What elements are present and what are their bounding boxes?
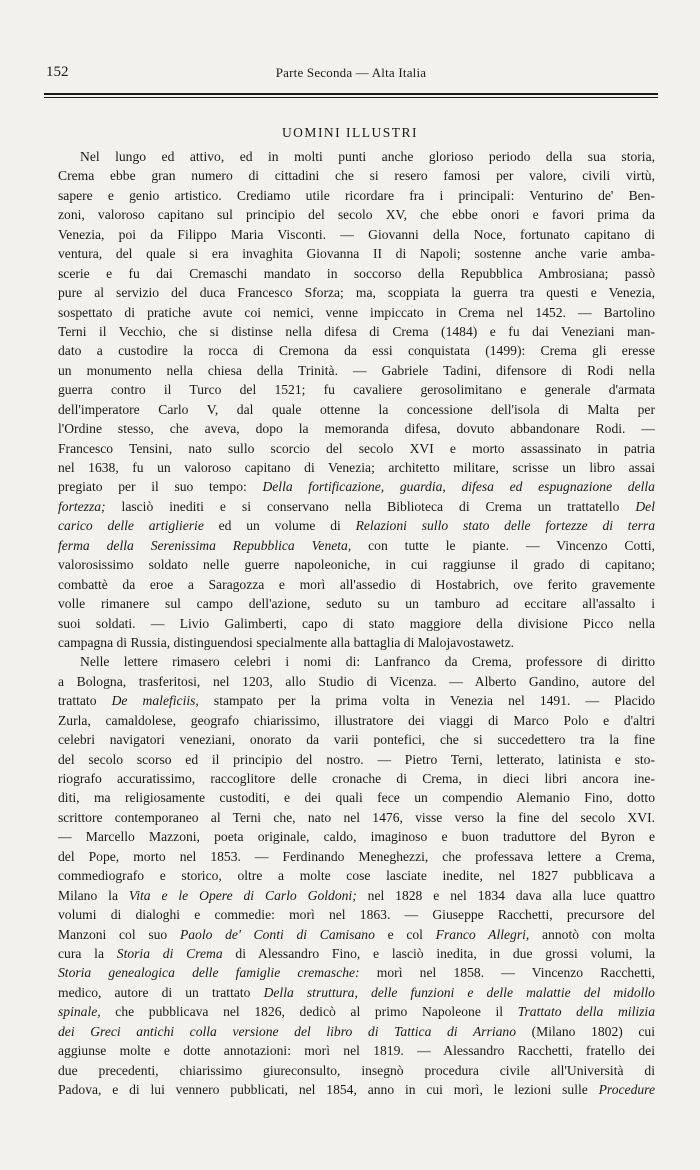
italic-title: Vita e le Opere di Carlo Goldoni; <box>128 887 357 903</box>
italic-title: Franco Allegri, <box>435 926 530 942</box>
text-line: riografo accuratissimo, raccoglitore delle cronache di Crema, in dieci libri ancora ine- <box>58 771 655 786</box>
italic-title: Relazioni sullo stato delle fortezze di terra <box>355 518 655 534</box>
text-line <box>58 497 655 516</box>
text-run: ed un volume di <box>203 518 356 534</box>
text-line: un monumento nella chiesa della Trinità. — Gabriele Tadini, difensore di Rodi nella <box>58 362 655 378</box>
text-line: l'Ordine stesso, che aveva, dopo la memoranda difesa, dovuto abbandonare Rodi. — <box>58 421 655 437</box>
text-run: cura la <box>58 945 117 961</box>
running-title: Parte Seconda — Alta Italia <box>275 65 427 80</box>
text-line: Terni il Vecchio, che si distinse nella difesa di Crema (1484) e fu dai Veneziani man- <box>58 323 655 339</box>
text-line: del Pope, morto nel 1853. — Ferdinando Meneghezzi, che professava lettere a Crema, <box>58 848 655 864</box>
text-line: aggiunse molte e dotte annotazioni: morì nel 1819. — Alessandro Racchetti, fratello dei <box>58 1043 655 1059</box>
text-line: volle rimanere sul campo dell'azione, seduto su un tamburo ad eccitare all'assalto i <box>58 596 655 612</box>
text-line: Crema ebbe gran numero di cittadini che si resero famosi per valore, civili virtù, <box>58 168 655 184</box>
text-line: volumi di dialoghi e commedie: morì nel 1863. — Giuseppe Racchetti, precursore del <box>58 907 655 923</box>
text-line: pure al servizio del duca Francesco Sforza; ma, scoppiata la guerra tra questi e Venezia, <box>58 285 655 301</box>
text-run: pregiato per il suo tempo: <box>58 479 263 495</box>
text-run: Padova, e di lui vennero pubblicati, nel 1854, anno in cui morì, le lezioni sulle <box>58 1082 599 1097</box>
italic-title: ferma della Serenissima Repubblica Veneta, <box>58 537 352 553</box>
text-line: diti, ma religiosamente custoditi, e dei quali fece un compendio Alemanio Fino, dotto <box>58 790 655 806</box>
text-line: valorosissimo soldato nelle guerre napoleoniche, in cui raggiunse il grado di capitano; <box>58 557 655 573</box>
text-line: suoi soldati. — Livio Galimberti, capo di stato maggiore della divisione Picco nella <box>58 615 655 631</box>
text-run: lasciò inediti e si conservano nella Biblioteca di Crema un trattatello <box>105 498 636 514</box>
text-run: stampato per la prima volta in Venezia nel 1491. — Placido <box>198 693 655 709</box>
page-number: 152 <box>46 64 69 80</box>
italic-title: carico delle artiglierie <box>58 518 204 534</box>
text-line: Nel lungo ed attivo, ed in molti punti anche glorioso periodo della sua storia, <box>80 149 655 164</box>
italic-title: Del <box>635 498 655 514</box>
italic-title: Trattato della milizia <box>517 1004 655 1020</box>
italic-title: Storia di Crema <box>116 945 223 961</box>
italic-title: De maleficiis, <box>111 693 199 709</box>
text-line: — Marcello Mazzoni, poeta originale, caldo, imaginoso e buon traduttore del Byron e <box>58 829 655 845</box>
text-line: a Bologna, trasferitosi, nel 1203, allo Studio di Vicenza. — Alberto Gandino, autore del <box>58 673 655 689</box>
text-run: nel 1828 e nel 1834 dava alla luce quattro <box>356 887 655 903</box>
text-line <box>58 1080 655 1099</box>
text-run: Manzoni col suo <box>58 926 180 942</box>
text-line: Nelle lettere rimasero celebri i nomi di: Lanfranco da Crema, professore di diritto <box>80 654 655 670</box>
text-line <box>58 1022 655 1041</box>
text-line: dell'imperatore Carlo V, dal quale ottenne la concessione dell'isola di Malta per <box>58 401 655 417</box>
text-line <box>58 983 655 1002</box>
text-run: medico, autore di un trattato <box>58 984 264 1000</box>
text-run: con tutte le piante. — Vincenzo Cotti, <box>351 537 655 553</box>
running-head <box>46 64 656 86</box>
text-run: di Alessandro Fino, e lasciò inedita, in due grossi volumi, la <box>222 945 655 961</box>
text-line: dato a custodire la rocca di Cremona da essi conquistata (1499): Crema gli eresse <box>58 343 655 359</box>
text-line: scerie e fu dai Cremaschi mandato in soccorso della Repubblica Ambrosiana; passò <box>58 265 655 281</box>
text-line: guerra contro il Turco del 1521; fu cavaliere gerosolimitano e generale d'armata <box>58 382 655 398</box>
text-run: e col <box>374 926 436 942</box>
text-line: sospettato di pratiche avute coi nemici, venne impiccato in Crema nel 1452. — Bartolino <box>58 304 655 320</box>
text-run: trattato <box>58 693 112 709</box>
text-line: campagna di Russia, distinguendosi specialmente alla battaglia di Malojavostawetz. <box>58 634 515 650</box>
text-line <box>58 886 655 905</box>
paragraph <box>58 147 655 652</box>
text-line <box>58 691 655 710</box>
text-run: morì nel 1858. — Vincenzo Racchetti, <box>359 965 655 981</box>
italic-title: Della struttura, delle funzioni e delle malattie del midollo <box>263 984 655 1000</box>
text-line: celebri navigatori veneziani, onorato da varii pontefici, che si succedettero tra la fine <box>58 732 655 748</box>
text-line: sapere e genio artistico. Crediamo utile ricordare fra i principali: Venturino de' Ben- <box>58 187 655 203</box>
text-line: Francesco Tensini, nato sullo scorcio del secolo XVI e morto assassinato in patria <box>58 440 655 456</box>
text-line <box>58 944 655 963</box>
header-rule-thin <box>44 97 658 98</box>
italic-title: spinale, <box>58 1004 101 1020</box>
header-rule <box>44 93 658 95</box>
text-line: zoni, valoroso capitano sul principio del secolo XV, che ebbe onori e favori prima da <box>58 207 655 223</box>
text-line <box>58 477 655 496</box>
section-title: UOMINI ILLUSTRI <box>281 125 419 140</box>
italic-title: Procedure <box>598 1082 655 1097</box>
text-run: (Milano 1802) cui <box>516 1023 655 1039</box>
body-text <box>58 147 655 1099</box>
text-line <box>58 925 655 944</box>
text-line <box>58 1002 655 1021</box>
italic-title: fortezza; <box>58 498 106 514</box>
text-line: del secolo scorso ed il principio del nostro. — Pietro Terni, letterato, latinista e sto- <box>58 751 655 767</box>
text-line <box>58 536 655 555</box>
text-line: scrittore contemporaneo al Terni che, nato nel 1476, visse verso la fine del secolo XVI. <box>58 809 655 825</box>
text-run: che pubblicava nel 1826, dedicò al primo Napoleone il <box>100 1004 518 1020</box>
text-run: annotò con molta <box>529 926 655 942</box>
text-line <box>58 516 655 535</box>
text-line: due precedenti, chiarissimo giureconsulto, insegnò procedura civile all'Università di <box>58 1062 655 1078</box>
text-line: Venezia, poi da Filippo Maria Visconti. — Giovanni della Noce, fortunato capitano di <box>58 226 655 242</box>
italic-title: Storia genealogica delle famiglie cremasche: <box>58 965 360 981</box>
text-line: nel 1638, fu un valoroso capitano di Venezia; architetto militare, scrisse un libro assai <box>58 460 655 475</box>
italic-title: Della fortificazione, guardia, difesa ed espugnazione della <box>262 479 655 495</box>
text-line <box>58 963 655 982</box>
italic-title: Paolo de' Conti di Camisano <box>179 926 375 942</box>
text-line: Zurla, camaldolese, geografo chiarissimo, illustratore dei viaggi di Marco Polo e d'altri <box>58 712 655 728</box>
paragraph <box>58 652 655 1099</box>
text-line: ventura, del quale si era invaghita Giovanna II di Napoli; sostenne anche varie amba- <box>58 246 655 262</box>
text-line: commediografo e storico, oltre a molte cose lasciate inedite, nel 1827 pubblicava a <box>58 868 655 884</box>
text-run: Milano la <box>58 887 129 903</box>
text-line: combattè da eroe a Saragozza e morì all'assedio di Hostabrich, ove ferito gravemente <box>58 576 655 592</box>
italic-title: dei Greci antichi colla versione del libro di Tattica di Arriano <box>58 1023 517 1039</box>
